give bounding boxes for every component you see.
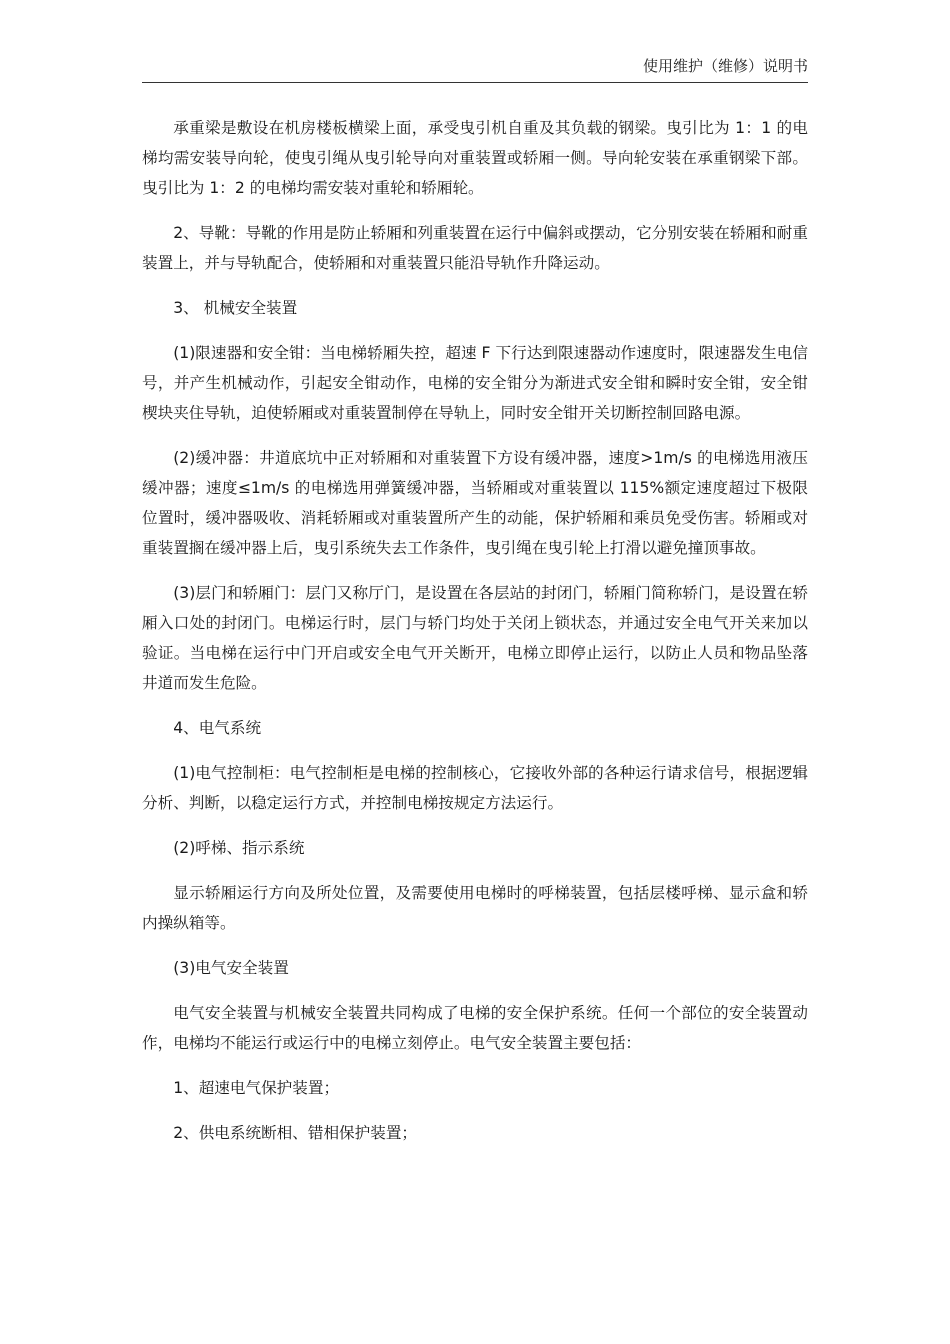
list-item-phase-protection: 2、供电系统断相、错相保护装置； xyxy=(173,1124,418,1142)
paragraph-guide-shoe: 2、导靴：导靴的作用是防止轿厢和列重装置在运行中偏斜或摆动，它分别安装在轿厢和耐重装置上，并与导轨配合，使轿厢和对重装置只能沿导轨作升降运动。 xyxy=(142,224,808,272)
list-item-overspeed: 1、超速电气保护装置； xyxy=(173,1079,340,1097)
paragraph-call-indicator: 显示轿厢运行方向及所处位置，及需要使用电梯时的呼梯装置，包括层楼呼梯、显示盒和轿内操纵箱等。 xyxy=(142,884,808,932)
paragraph-control-cabinet: (1)电气控制柜：电气控制柜是电梯的控制核心，它接收外部的各种运行请求信号，根据逻辑分析、判断，以稳定运行方式，并控制电梯按规定方法运行。 xyxy=(142,764,808,812)
paragraph-landing-doors: (3)层门和轿厢门：层门又称厅门，是设置在各层站的封闭门，轿厢门简称轿门，是设置在轿厢入口处的封闭门。电梯运行时，层门与轿门均处于关闭上锁状态，并通过安全电气开关来加以验证。当电梯在运行中门开启或安全电气开关断开，电梯立即停止运行，以防止人员和物品坠落井道而发生危险。 xyxy=(142,584,808,692)
paragraph-buffer: (2)缓冲器：井道底坑中正对轿厢和对重装置下方设有缓冲器，速度>1m/s 的电梯选用液压缓冲器；速度≤1m/s 的电梯选用弹簧缓冲器，当轿厢或对重装置以 115%额定速度超过下极限位置时，缓冲器吸收、消耗轿厢或对重装置所产生的动能，保护轿厢和乘员免受伤害。轿厢或对重装置搁在缓冲器上后，曳引系统失去工作条件，曳引绳在曳引轮上打滑以避免撞顶事故。 xyxy=(142,449,808,557)
paragraph-speed-governor: (1)限速器和安全钳：当电梯轿厢失控，超速 F 下行达到限速器动作速度时，限速器发生电信号，并产生机械动作，引起安全钳动作，电梯的安全钳分为渐进式安全钳和瞬时安全钳，安全钳楔块夹住导轨，迫使轿厢或对重装置制停在导轨上，同时安全钳开关切断控制回路电源。 xyxy=(142,344,808,422)
heading-mechanical-safety: 3、 机械安全装置 xyxy=(173,299,298,317)
page-header xyxy=(142,56,808,83)
header-title: 使用维护（维修）说明书 xyxy=(642,57,808,75)
heading-call-indicator: (2)呼梯、指示系统 xyxy=(173,839,305,857)
document-body xyxy=(142,113,808,1163)
heading-electrical-system: 4、电气系统 xyxy=(173,719,262,737)
paragraph-load-beam: 承重梁是敷设在机房楼板横梁上面，承受曳引机自重及其负载的钢梁。曳引比为 1：1 的电梯均需安装导向轮，使曳引绳从曳引轮导向对重装置或轿厢一侧。导向轮安装在承重钢梁下部。曳引比为 1：2 的电梯均需安装对重轮和轿厢轮。 xyxy=(142,119,808,197)
heading-electrical-safety: (3)电气安全装置 xyxy=(173,959,289,977)
paragraph-electrical-safety: 电气安全装置与机械安全装置共同构成了电梯的安全保护系统。任何一个部位的安全装置动作，电梯均不能运行或运行中的电梯立刻停止。电气安全装置主要包括： xyxy=(142,1004,808,1052)
